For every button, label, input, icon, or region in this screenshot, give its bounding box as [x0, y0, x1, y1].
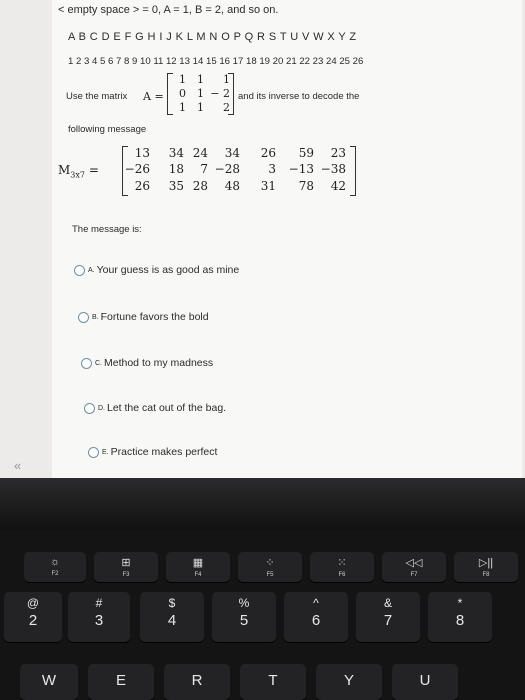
matrix-a-row: 1 1 1 [179, 73, 230, 86]
f6-keyboard-light-up-key[interactable]: ⁙ F6 [310, 552, 374, 582]
key-6[interactable]: ^ 6 [284, 592, 348, 642]
radio-button[interactable] [84, 403, 95, 414]
key-5[interactable]: % 5 [212, 592, 276, 642]
answer-option-b[interactable]: B. Fortune favors the bold [78, 311, 209, 323]
message-matrix-row: 26 35 28 48 31 78 42 [134, 179, 346, 193]
alphabet-number-row: 1 2 3 4 5 6 7 8 9 10 11 12 13 14 15 16 17 18 19 20 21 22 23 24 25 26 [68, 56, 364, 67]
key-8[interactable]: * 8 [428, 592, 492, 642]
key-3[interactable]: # 3 [68, 592, 130, 642]
play-pause-icon: ▷|| [478, 557, 494, 569]
answer-option-a[interactable]: A. Your guess is as good as mine [74, 264, 239, 276]
message-matrix-row: 13 34 24 34 26 59 23 [134, 146, 346, 160]
f5-keyboard-light-down-key[interactable]: ⁘ F5 [238, 552, 302, 582]
f4-launchpad-key[interactable]: ▦ F4 [166, 552, 230, 582]
matrix-a-row: 1 1 2 [179, 101, 230, 114]
radio-button[interactable] [88, 447, 99, 458]
instruction-suffix: and its inverse to decode the [238, 91, 360, 102]
radio-button[interactable] [74, 265, 85, 276]
matrix-a-label: A = [143, 90, 164, 103]
collapse-panel-icon[interactable]: « [14, 458, 22, 473]
keyboard-light-down-icon: ⁘ [265, 557, 275, 569]
message-matrix-label: $M_{3x7}$ = [58, 163, 99, 180]
key-e[interactable]: E [88, 664, 154, 700]
key-2[interactable]: @ 2 [4, 592, 62, 642]
launchpad-icon: ▦ [192, 557, 204, 569]
answer-option-d[interactable]: D. Let the cat out of the bag. [84, 402, 226, 414]
following-message-label: following message [68, 124, 147, 135]
key-t[interactable]: T [240, 664, 306, 700]
instruction-prefix: Use the matrix [66, 91, 128, 102]
f2-brightness-key[interactable]: ☼ F2 [24, 552, 86, 582]
message-matrix-right-bracket [350, 146, 356, 196]
rewind-icon: ◁◁ [405, 557, 423, 569]
keyboard [0, 530, 525, 700]
answer-option-e[interactable]: E. Practice makes perfect [88, 446, 217, 458]
keyboard-light-up-icon: ⁙ [337, 557, 347, 569]
key-y[interactable]: Y [316, 664, 382, 700]
f8-play-pause-key[interactable]: ▷|| F8 [454, 552, 518, 582]
mission-control-icon: ⊞ [121, 557, 131, 569]
key-7[interactable]: & 7 [356, 592, 420, 642]
encoding-rule: < empty space > = 0, A = 1, B = 2, and so on. [58, 4, 279, 16]
radio-button[interactable] [81, 358, 92, 369]
key-r[interactable]: R [164, 664, 230, 700]
message-matrix-row: −26 18 7 −28 3 −13 −38 [124, 162, 346, 176]
key-u[interactable]: U [392, 664, 458, 700]
radio-button[interactable] [78, 312, 89, 323]
alphabet-row: A B C D E F G H I J K L M N O P Q R S T U V W X Y Z [68, 31, 357, 43]
brightness-icon: ☼ [49, 556, 61, 568]
f7-rewind-key[interactable]: ◁◁ F7 [382, 552, 446, 582]
matrix-a-row: 0 1 − 2 [179, 87, 230, 100]
key-4[interactable]: $ 4 [140, 592, 204, 642]
question-prompt: The message is: [72, 224, 142, 235]
question-panel [52, 0, 522, 478]
f3-mission-control-key[interactable]: ⊞ F3 [94, 552, 158, 582]
answer-option-c[interactable]: C. Method to my madness [81, 357, 213, 369]
laptop-bezel [0, 478, 525, 530]
key-w[interactable]: W [20, 664, 78, 700]
